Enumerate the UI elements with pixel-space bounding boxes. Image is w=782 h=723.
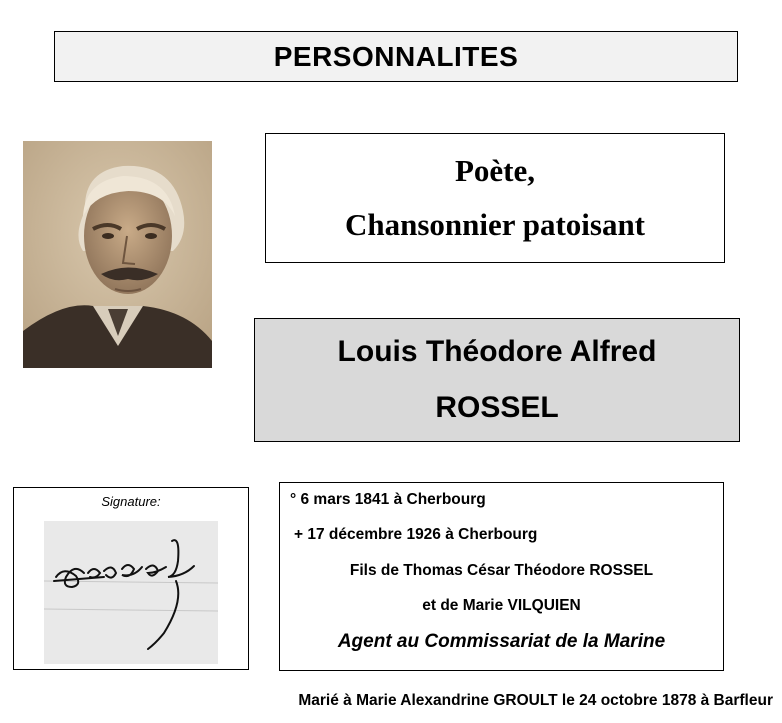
signature-label: Signature:	[101, 494, 161, 509]
death-text: + 17 décembre 1926 à Cherbourg	[294, 526, 538, 543]
biography-box	[279, 482, 724, 671]
mother-text: et de Marie VILQUIEN	[422, 597, 581, 614]
name-line-1: Louis Théodore Alfred	[337, 335, 657, 368]
portrait-photo	[23, 141, 212, 368]
page-title: PERSONNALITES	[273, 40, 519, 72]
role-line-1: Poète,	[454, 153, 536, 188]
name-line-2: ROSSEL	[435, 391, 559, 424]
birth-text: ° 6 mars 1841 à Cherbourg	[290, 491, 486, 508]
signature-image	[44, 521, 218, 664]
father-text: Fils de Thomas César Théodore ROSSEL	[349, 562, 654, 579]
role-line-2: Chansonnier patoisant	[344, 207, 646, 242]
name-box	[254, 318, 740, 442]
occupation-text: Agent au Commissariat de la Marine	[337, 631, 666, 652]
role-box	[265, 133, 725, 263]
signature-box	[13, 487, 249, 670]
marriage-text: Marié à Marie Alexandrine GROULT le 24 octobre 1878 à Barfleur	[298, 692, 773, 709]
page-header	[54, 31, 738, 82]
